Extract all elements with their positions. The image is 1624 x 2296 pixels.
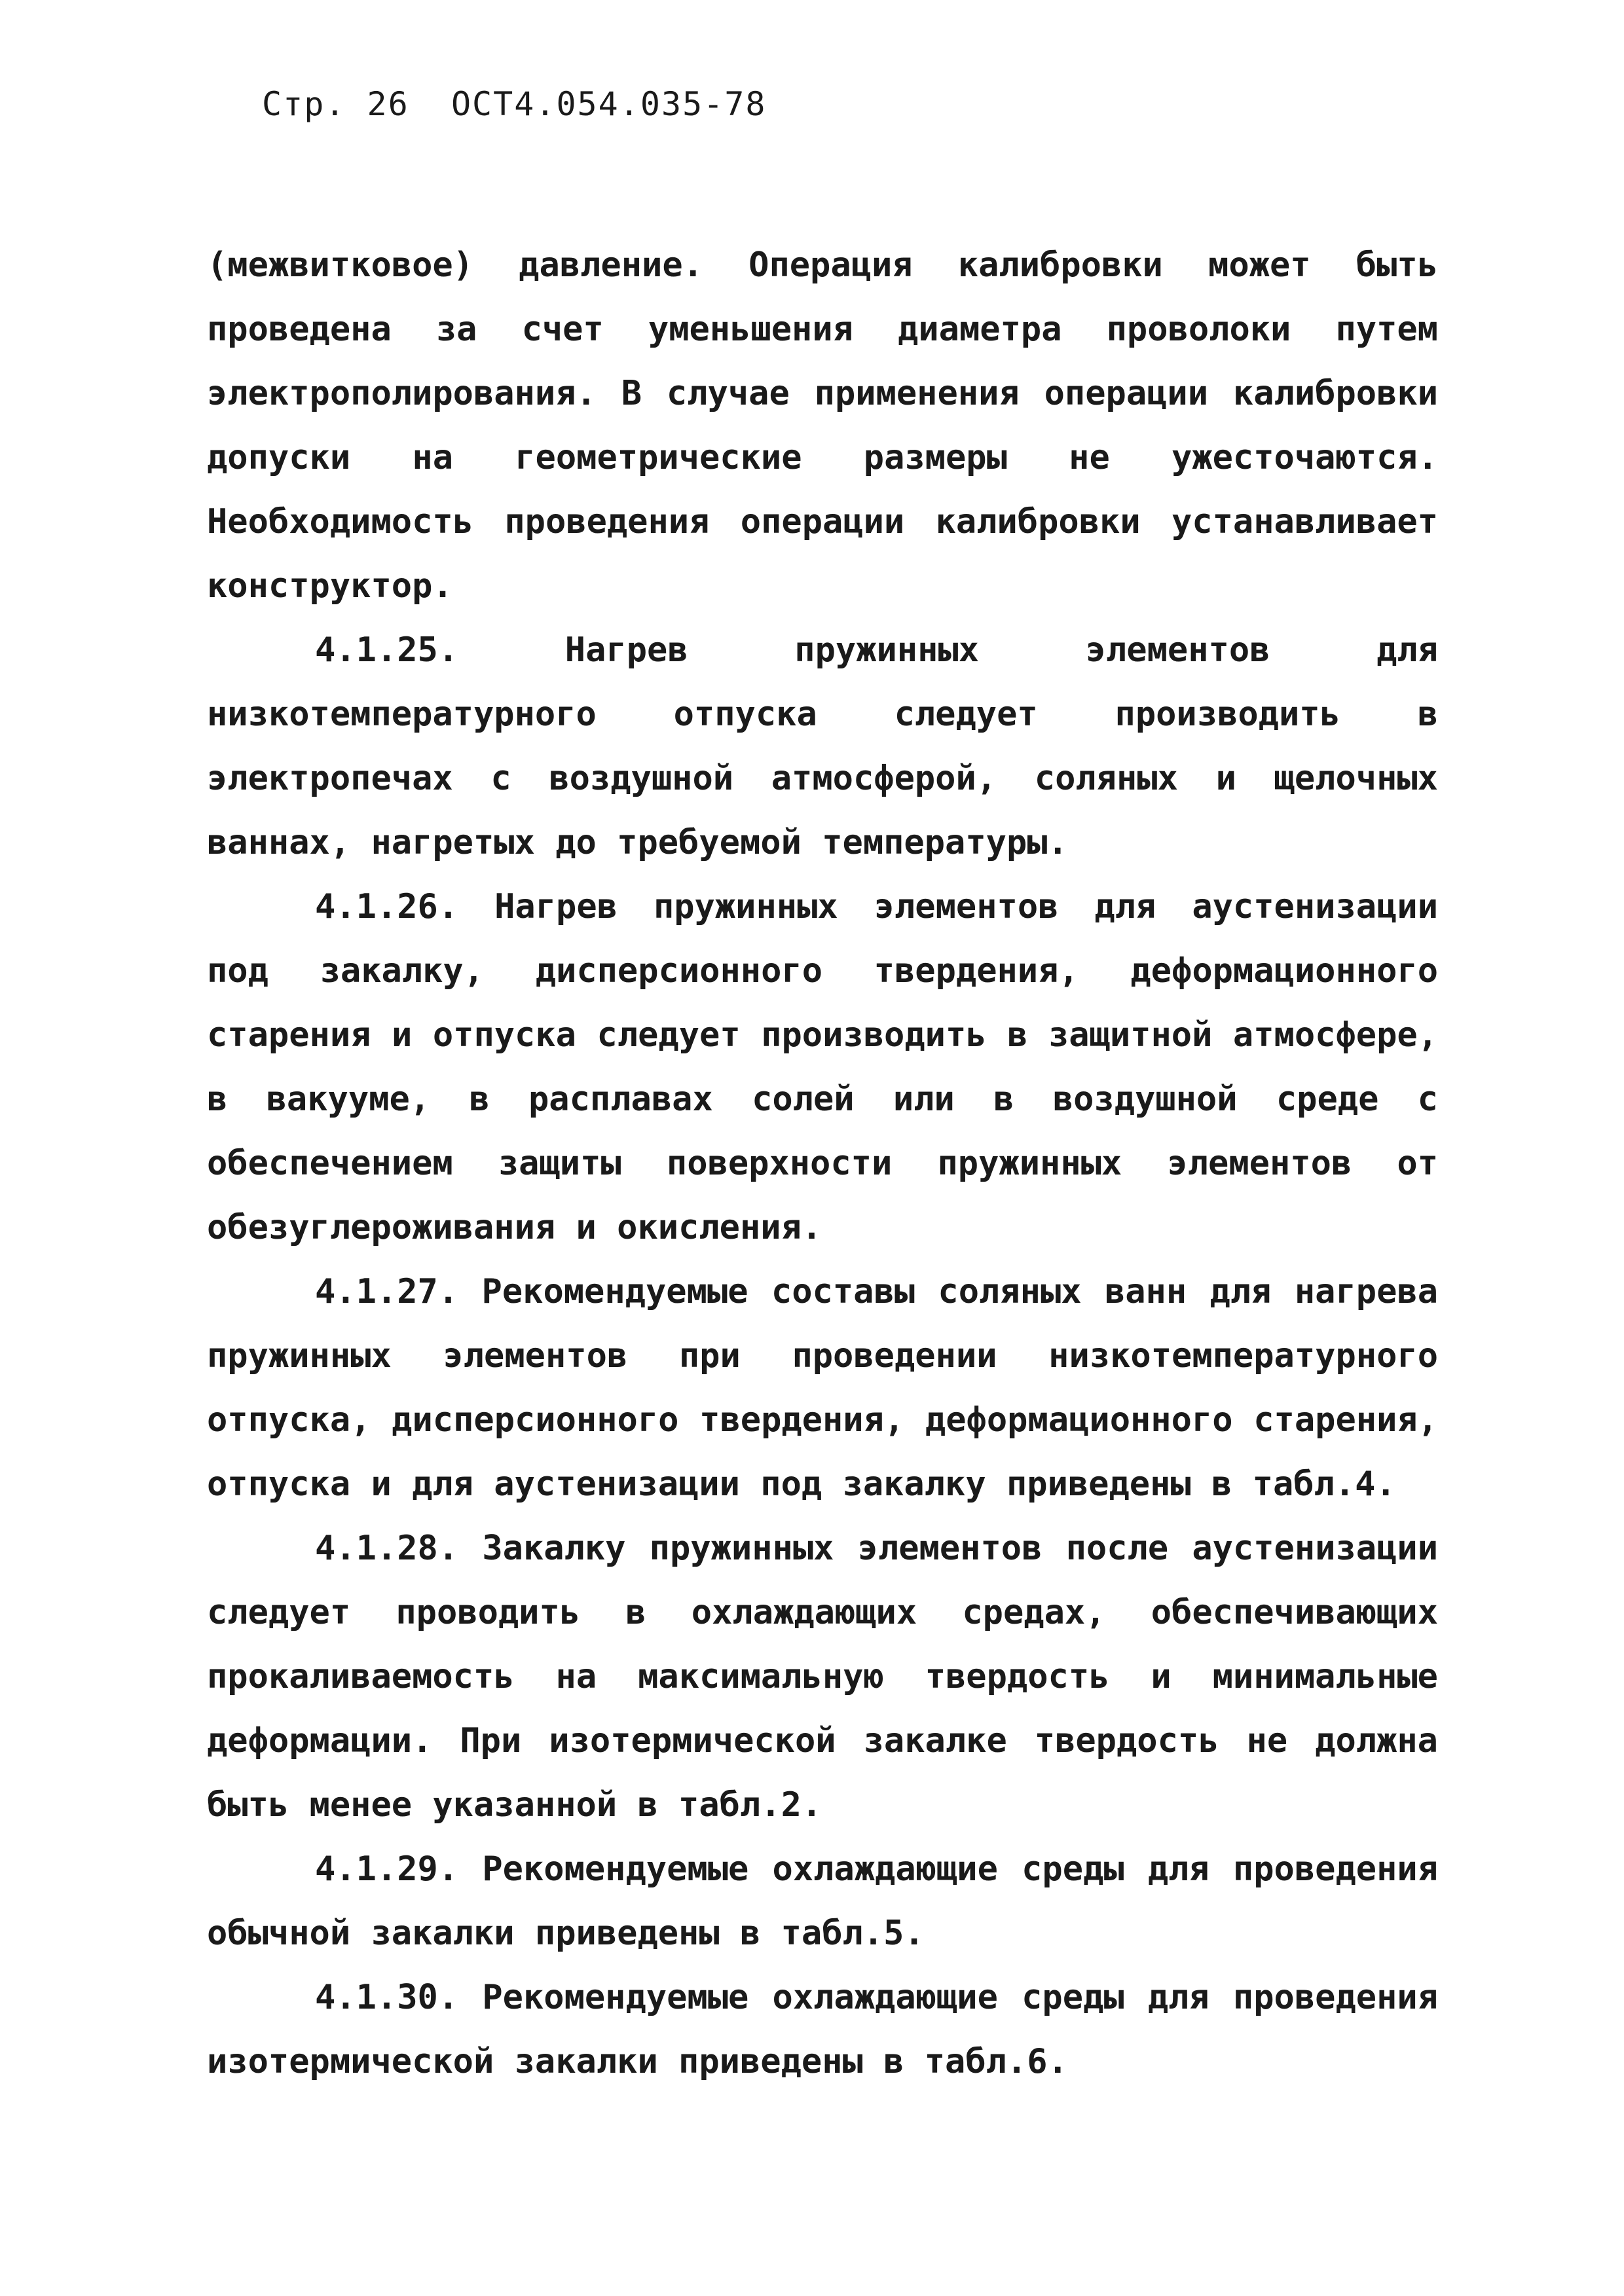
paragraph-4-1-26: 4.1.26. Нагрев пружинных элементов для аустенизации под закалку, дисперсионного твердения, деформационного старения и отпуска следует производить в защитной атмосфере, в вакууме, в расплавах солей или в воздушной среде с обеспечением защиты поверхности пружинных элементов от обезуглероживания и окисления.: [207, 887, 1438, 1247]
paragraph-4-1-25: 4.1.25. Нагрев пружинных элементов для низкотемпературного отпуска следует производить в электропечах с воздушной атмосферой, соляных и щелочных ваннах, нагретых до требуемой температуры.: [207, 630, 1438, 862]
paragraph-4-1-30: 4.1.30. Рекомендуемые охлаждающие среды для проведения изотермической закалки приведены в табл.6.: [207, 1978, 1438, 2081]
paragraph-continuation: (межвитковое) давление. Операция калибровки может быть проведена за счет уменьшения диаметра проволоки путем электрополирования. В случае применения операции калибровки допуски на геометрические размеры не ужесточаются. Необходимость проведения операции калибровки устанавливает конструктор.: [207, 246, 1438, 606]
document-body: [207, 233, 1438, 2094]
page-header: [262, 85, 766, 123]
page-number: Стр. 26: [262, 85, 409, 123]
paragraph-4-1-29: 4.1.29. Рекомендуемые охлаждающие среды для проведения обычной закалки приведены в табл.5.: [207, 1850, 1438, 1953]
document-code: ОСТ4.054.035-78: [451, 85, 767, 123]
paragraph-4-1-27: 4.1.27. Рекомендуемые составы соляных ванн для нагрева пружинных элементов при проведении низкотемпературного отпуска, дисперсионного твердения, деформационного старения, отпуска и для аустенизации под закалку приведены в табл.4.: [207, 1272, 1438, 1504]
paragraph-4-1-28: 4.1.28. Закалку пружинных элементов после аустенизации следует проводить в охлаждающих средах, обеспечивающих прокаливаемость на максимальную твердость и минимальные деформации. При изотермической закалке твердость не должна быть менее указанной в табл.2.: [207, 1529, 1438, 1825]
